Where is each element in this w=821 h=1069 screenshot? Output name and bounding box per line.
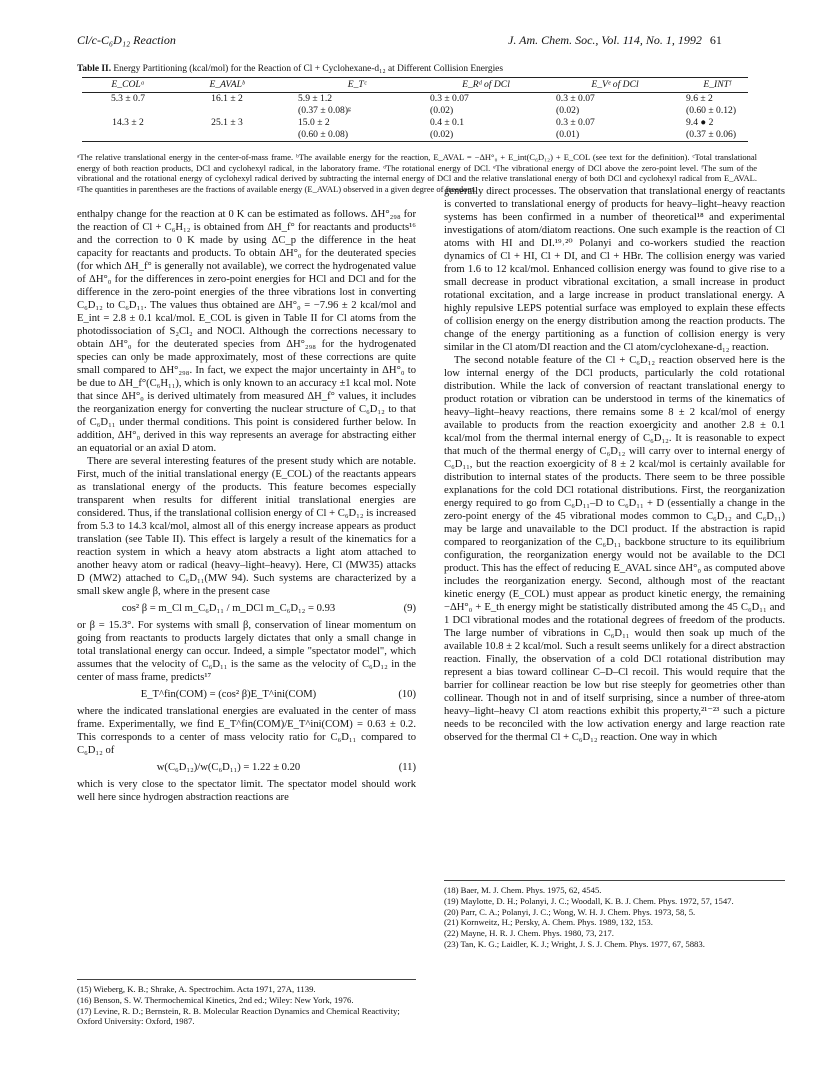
left-text-column: [77, 208, 416, 804]
running-header-right: [508, 33, 722, 48]
right-text-column: [444, 185, 785, 744]
equation-11: [77, 761, 416, 774]
reference-item: (18) Baer, M. J. Chem. Phys. 1975, 62, 4545.: [444, 885, 602, 895]
col-header-eaval: E_AVALᵇ: [174, 78, 280, 93]
table-title: Energy Partitioning (kcal/mol) for the Reaction of Cl + Cyclohexane-d₁₂ at Different Collision Energies: [113, 64, 503, 74]
paragraph: The second notable feature of the Cl + C₆D₁₂ reaction observed here is the low internal energy of the DCl products, particularly the cold rotational distribution. While the lack of conversion of reactant translational energy to product rotation or vibration can be understood in terms of the kinematics of heavy–light–heavy reactions, there remains some 8 ± 2 kcal/mol of energy available to products from the reaction exoergicity and another 2.8 ± 0.1 kcal/mol from the thermal internal energy of C₆D₁₂. It is reasonable to expect that much of the thermal energy of C₆D₁₂ will carry over to internal energy of C₆D₁₁, but the reaction exoergicity of 8 ± 2 kcal/mol is certainly available for distribution to internal states of the products. There seem to be three possible explanations for the cold DCl rotational distributions. First, the reorganization energy required to go from C₆D₁₁–D to C₆D₁₁ + D (essentially a change in the zero-point energy of the 45 vibrational modes common to C₆D₁₂ and C₆D₁₁) may be large and unavailable to the DCl product. If the abstraction is rapid compared to reorganization of the C₆D₁₁ backbone structure to its equilibrium configuration, the reorganization energy would not be available to the DCl product. This has the effect of reducing E_AVAL since ΔH°₀ as computed above includes the reorganization energy. Second, although most of the reactant kinetic energy (E_COL) must appear as product kinetic energy, the remaining −ΔH°₀ + E_th energy might be statistically distributed among the 45 C₆D₁₁ and 1 DCl vibrational modes and the rotational degrees of freedom of the products. The large number of vibrations in C₆D₁₁ would then soak up much of the available 10.8 ± 2 kcal/mol. Such a result seems unlikely for a direct abstraction reaction. Finally, the observation of a cold DCl rotational distribution may represent a bias toward collinear C–D–Cl recoil. This would require that the barrier for collinear reaction be low but rise steeply for geometries other than collinear. Though not in and of itself surprising, since a number of three-atom heavy–light–heavy Cl atom reactions exhibit this property,²¹⁻²³ such a picture needs to be reconciled with the low activation energy and large reaction rate observed for the thermal Cl + C₆D₁₂ reaction. One way in which: [444, 355, 785, 743]
references-left: [77, 979, 416, 1027]
journal-citation: J. Am. Chem. Soc., Vol. 114, No. 1, 1992: [508, 33, 702, 47]
reference-item: (22) Mayne, H. R. J. Chem. Phys. 1980, 73, 217.: [444, 928, 614, 939]
cell-eint-fraction: (0.60 ± 0.12): [686, 105, 737, 116]
cell-ecol: 5.3 ± 0.7: [110, 93, 146, 104]
equation-number: (10): [398, 689, 416, 700]
reference-item: (20) Parr, C. A.; Polanyi, J. C.; Wong, W. H. J. Chem. Phys. 1973, 58, 5.: [444, 906, 696, 917]
references-right: [444, 880, 785, 950]
paragraph: or β = 15.3°. For systems with small β, conservation of linear momentum on going from reactants to products largely dictates that only a small change in total translational energy can occur. Indeed, a simple "spectator model", which assumes that the velocity of C₆D₁₁ is the same as the velocity of C₆D₁₂ in the center of mass frame, predicts¹⁷: [77, 620, 416, 683]
cell-et-fraction: (0.37 ± 0.08)ᵍ: [298, 105, 351, 116]
col-header-er: E_Rᵈ of DCl: [416, 78, 542, 93]
table-row-fractions: [82, 105, 748, 117]
table-row: [82, 117, 748, 129]
col-header-ev: E_Vᵉ of DCl: [542, 78, 674, 93]
reference-item: (15) Wieberg, K. B.; Shrake, A. Spectrochim. Acta 1971, 27A, 1139.: [77, 984, 316, 994]
cell-er: 0.3 ± 0.07: [430, 93, 469, 104]
paragraph: generally direct processes. The observation that translational energy of reactants is converted to translational energy of products for heavy–light–heavy reaction systems has been confirmed in a number of theoretical¹⁸ and experimental investigations of atom/diatom reactions. One such example is the reaction of Cl atoms with HI and DI.¹⁹˒²⁰ Polanyi and co-workers studied the reaction dynamics of Cl + HI, Cl + DI, and Cl + HBr. The collision energy was varied from 1.6 to 12 kcal/mol. Enhanced collision energy was found to give rise to a small decrease in product vibrational excitation, a small increase in product rotational excitation, and a large increase in product translational energy. A highly repulsive LEPS potential surface was employed to explain these effects of collision energy on the energy distribution among the reaction products. The change of the energy partitioning as a function of collision energy is very similar in the Cl atom/DI reaction and the Cl atom/cyclohexane-d₁₂ reaction.: [444, 186, 785, 353]
cell-ev: 0.3 ± 0.07: [556, 117, 595, 128]
paragraph: where the indicated translational energies are evaluated in the center of mass frame. Experimentally, we find E_T^fin(COM)/E_T^ini(COM) = 0.63 ± 0.2. This corresponds to a center of mass velocity ratio for C₆D₁₁ compared to C₆D₁₂ of: [77, 706, 416, 756]
table-row-fractions: [82, 129, 748, 142]
equation-9: [77, 602, 416, 615]
cell-et: 5.9 ± 1.2: [298, 93, 333, 104]
cell-ecol: 14.3 ± 2: [112, 117, 144, 128]
col-header-ecol: E_COLᵃ: [82, 78, 174, 93]
table-row: [82, 93, 748, 106]
cell-et: 15.0 ± 2: [298, 117, 330, 128]
paragraph: which is very close to the spectator limit. The spectator model should work well here since hydrogen abstraction reactions are: [77, 779, 416, 803]
equation-10: [77, 688, 416, 701]
reference-item: (23) Tan, K. G.; Laidler, K. J.; Wright, J. S. J. Chem. Phys. 1977, 67, 5883.: [444, 938, 705, 949]
reference-item: (19) Maylotte, D. H.; Polanyi, J. C.; Woodall, K. B. J. Chem. Phys. 1972, 57, 1547.: [444, 895, 734, 906]
table-header-row: [82, 78, 748, 93]
cell-eint: 9.4 ● 2: [686, 117, 714, 128]
running-header-left: Cl/c-C₆D₁₂ Reaction: [77, 33, 176, 47]
cell-eint-fraction: (0.37 ± 0.06): [674, 129, 748, 142]
equation-body: E_T^fin(COM) = (cos² β)E_T^ini(COM): [140, 689, 317, 700]
cell-eint: 9.6 ± 2: [686, 93, 713, 104]
reference-item: (16) Benson, S. W. Thermochemical Kinetics, 2nd ed.; Wiley: New York, 1976.: [77, 994, 354, 1005]
equation-number: (11): [398, 762, 416, 773]
table-caption: [77, 63, 757, 75]
page-number: 61: [709, 33, 722, 47]
reference-item: (21) Kornweitz, H.; Persky, A. Chem. Phys. 1989, 132, 153.: [444, 917, 653, 928]
table-label: Table II.: [77, 64, 112, 74]
energy-partitioning-table: [82, 77, 748, 142]
equation-body: w(C₆D₁₂)/w(C₆D₁₁) = 1.22 ± 0.20: [156, 762, 301, 773]
cell-er-fraction: (0.02): [430, 105, 454, 116]
cell-ev-fraction: (0.01): [542, 129, 674, 142]
table-footnotes: ᵃThe relative translational energy in the center-of-mass frame. ᵇThe available energy for the reaction, E_AVAL = −ΔH°₀ + E_int(C₆D₁₂) + E_COL (see text for the definition). ᶜTotal translational energy of both reaction products, DCl and cyclohexyl radical, in the laboratory frame. ᵈThe rotational energy of DCl. ᵉThe vibrational energy of DCl above the zero-point level. ᶠThe sum of the vibrational and the rotational energy of cyclohexyl radical derived by subtracting the internal energy of DCl and the relative translational energy of both DCl and cyclohexyl radical from E_AVAL. ᵍThe quantities in parentheses are the fractions of available energy (E_AVAL) observed in a given degree of freedom.: [77, 152, 757, 194]
cell-ev-fraction: (0.02): [556, 105, 580, 116]
equation-body: cos² β = m_Cl m_C₆D₁₁ / m_DCl m_C₆D₁₂ = 0.93: [121, 603, 336, 614]
cell-eaval: 25.1 ± 3: [211, 117, 243, 128]
cell-er-fraction: (0.02): [416, 129, 542, 142]
reference-item: (17) Levine, R. D.; Bernstein, R. B. Molecular Reaction Dynamics and Chemical Reactivity; Oxford University: Oxford, 1987.: [77, 1005, 400, 1027]
paragraph: enthalpy change for the reaction at 0 K can be estimated as follows. ΔH°₂₉₈ for the reaction of Cl + C₆H₁₂ is obtained from ΔH_f° for reactants and products¹⁶ and the correction to 0 K made by using ΔC_p the difference in the heat capacity for reactants and products. To obtain ΔH°₀ for the deuterated species (for which ΔH_f° is generally not available), we correct the hydrogenated value of ΔH°₀ for the differences in zero-point energies for HCl and DCl and for the difference in the zero-point energies of the three vibrations lost in converting C₆D₁₂ to C₆D₁₁. The values thus obtained are ΔH°₀ = −7.96 ± 2 kcal/mol and E_int = 2.8 ± 0.1 kcal/mol. E_COL is given in Table II for Cl atoms from the photodissociation of S₂Cl₂ and NOCl. Although the corrections necessary to obtain ΔH°₀ for the deuterated species from ΔH°₂₉₈ for the hydrogenated species can only be made approximately, most of these corrections are quite small compared to ΔH°₂₉₈. In fact, we expect the major uncertainty in ΔH°₀ to be due to ΔH_f°(C₆H₁₁), which is only known to an accuracy ±1 kcal mol. Note that since ΔH°₀ is derived ultimately from measured ΔH_f° values, it includes the reorganization energy for converting the nuclear structure of C₆D₁₂ to that of C₆D₁₁ under thermal conditions. This point is considered further below. In addition, ΔH°₀ derived in this way represents an average for abstracting either an equatorial or an axial D atom.: [77, 209, 416, 454]
cell-er: 0.4 ± 0.1: [430, 117, 465, 128]
equation-number: (9): [403, 603, 416, 614]
col-header-eint: E_INTᶠ: [674, 78, 748, 93]
cell-eaval: 16.1 ± 2: [211, 93, 243, 104]
col-header-et: E_Tᶜ: [280, 78, 416, 93]
cell-ev: 0.3 ± 0.07: [556, 93, 595, 104]
cell-et-fraction: (0.60 ± 0.08): [280, 129, 416, 142]
paragraph: There are several interesting features of the present study which are notable. First, much of the initial translational energy (E_COL) of the reactants appears as translational energy of the products. This feature becomes especially transparent when results for different initial translational energies are considered. Thus, if the translational collision energy of Cl + C₆D₁₂ is increased from 5.3 to 14.3 kcal/mol, almost all of this energy increase appears as product translation (see Table II). This effect is largely a result of the kinematics for a reaction system in which a heavy atom abstracts a light atom attached to another heavy atom or radical (heavy–light–heavy). Here, Cl (MW35) attacks D (MW2) attached to C₆D₁₁(MW 94). Such systems are characterized by a small skew angle β, where in the present case: [77, 456, 416, 597]
